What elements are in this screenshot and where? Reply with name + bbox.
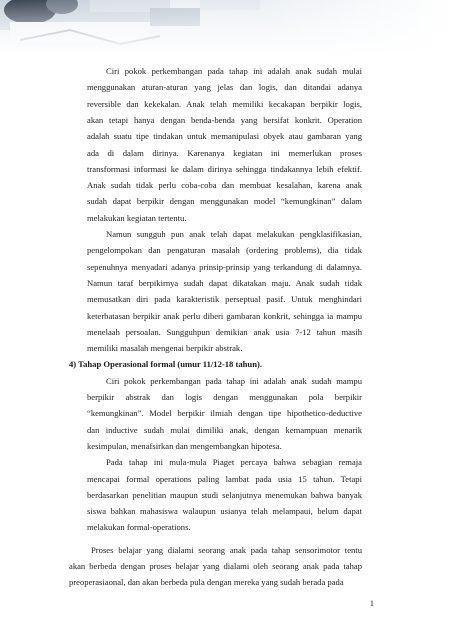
text-line: mencapai formal operations paling lambat pada usia 15 tahun. Tetapi	[87, 473, 362, 484]
text-line: melakukan kegiatan tertentu.	[87, 212, 187, 223]
text-line: Ciri pokok perkembangan pada tahap ini adalah anak sudah mampu	[106, 375, 362, 386]
text-line: ada di dalam dirinya. Karenanya kegiatan ini memerlukan proses	[87, 147, 362, 158]
text-line: transformasi informasi ke dalam dirinya sehingga tindakannya lebih efektif.	[87, 163, 362, 174]
text-line: berdasarkan penelitian maupun studi selanjutnya menemukan bahwa banyak	[87, 489, 362, 500]
text-line: sepenuhnya menyadari adanya prinsip-prinsip yang terkandung di dalamnya.	[87, 261, 362, 272]
text-line: preoperasiaonal, dan akan berbeda pula dengan mereka yang sudah berada pada	[69, 577, 344, 588]
text-line: memiliki masalah mengenai berpikir abstrak.	[87, 343, 243, 354]
text-line: kesimpulan, menafsirkan dan mengembangkan hipotesa.	[87, 440, 282, 451]
text-line: menelaah persoalan. Sungguhpun demikian anak usia 7-12 tahun masih	[87, 326, 362, 337]
text-line: Namun taraf berpikirnya sudah dapat dikatakan maju. Anak sudah tidak	[87, 277, 362, 288]
text-line: “kemungkinan”. Model berpikir ilmiah dengan tipe hipothetico-deductive	[87, 408, 362, 419]
text-line: Ciri pokok perkembangan pada tahap ini adalah anak sudah mulai	[106, 66, 362, 76]
text-line: Namun sungguh pun anak telah dapat melakukan pengklasifikasian,	[106, 229, 362, 239]
text-line: akan tetapi hanya dengan benda-benda yang bersifat konkrit. Operation	[87, 114, 362, 125]
text-line: dan inductive sudah mulai dimiliki anak, dengan kemampuan menarik	[87, 424, 362, 435]
text-line: Anak sudah tidak perlu coba-coba dan membuat kesalahan, karena anak	[87, 180, 362, 191]
text-line: siswa bahkan mahasiswa walaupun usianya telah melampaui, belum dapat	[87, 506, 362, 517]
text-line: menggunakan aturan-aturan yang jelas dan logis, dan ditandai adanya	[87, 82, 362, 93]
text-line: pengelompokan dan pengaturan masalah (ordering problems), dia tidak	[87, 245, 362, 256]
text-line: keterbatasan berpikir anak perlu diberi gambaran konkrit, sehingga ia mampu	[87, 310, 362, 321]
section-heading: 4) Tahap Operasional formal (umur 11/12-18 tahun).	[69, 359, 262, 370]
text-line: memusatkan diri pada karakteristik perseptual pasif. Untuk menghindari	[87, 294, 362, 305]
text-line: akan berbeda dengan proses belajar yang dialami oleh seorang anak pada tahap	[69, 561, 362, 571]
text-line: Pada tahap ini mula-mula Piaget percaya bahwa sebagian remaja	[106, 457, 362, 468]
text-line: berpikir abstrak dan logis dengan menggunakan pola berpikir	[87, 392, 362, 402]
text-line: reversible dan kekekalan. Anak telah memiliki kecakapan berpikir logis,	[87, 98, 362, 109]
text-line: melakukan formal-operations.	[87, 522, 191, 533]
text-line: Proses belajar yang dialami seorang anak pada tahap sensorimotor tentu	[91, 544, 362, 555]
text-line: sudah dapat berpikir dengan menggunakan model “kemungkinan” dalam	[87, 196, 362, 207]
page-number: 1	[369, 598, 374, 608]
text-line: adalah suatu tipe tindakan untuk memanipulasi obyek atau gambaran yang	[87, 131, 362, 142]
